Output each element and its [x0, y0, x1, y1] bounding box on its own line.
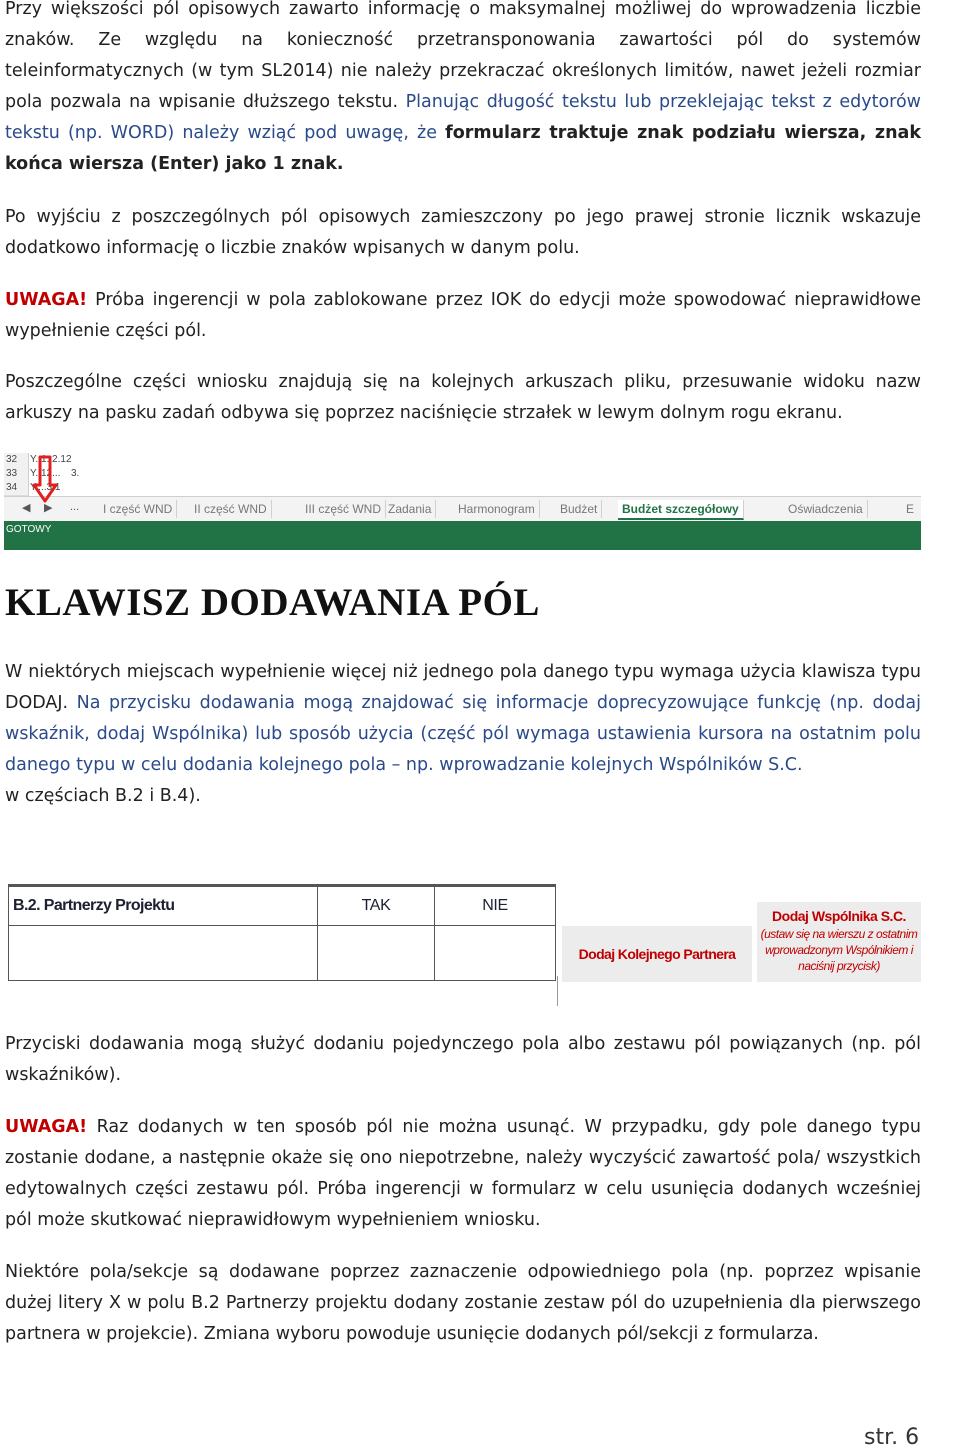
warning-label: UWAGA!: [5, 1117, 88, 1137]
cell: Y..1..2.12: [30, 454, 72, 465]
paragraph-warning-remove: [5, 1112, 921, 1236]
sheet-tab[interactable]: Harmonogram: [454, 500, 540, 518]
sheet-tab-active[interactable]: Budżet szczegółowy: [618, 500, 744, 520]
sheet-tab[interactable]: II część WND: [190, 500, 272, 518]
period: .: [336, 154, 344, 174]
add-partner-sc-title: Dodaj Wspólnika S.C.: [772, 908, 906, 924]
next-sheet-arrow-icon[interactable]: ▶: [44, 502, 53, 514]
paragraph-char-limit: [5, 0, 921, 180]
red-down-arrow-icon: [30, 455, 61, 503]
partners-form-screenshot: [4, 866, 921, 1006]
excel-row: [4, 481, 921, 495]
add-key-details: Na przycisku dodawania mogą znajdować się informacje doprecyzowujące funkcję (np. dodaj wskaźnik, dodaj Wspólnika) lub sposób użycia (część pól wymaga ustawienia kursora na ostatnim polu danego typu w celu dodania kolejnego pola – np. wprowadzanie kolejnych Wspólników S.C.: [5, 693, 921, 775]
enter-note-bold: formularz traktuje znak podziału wiersza, znak końca wiersza (Enter) jako 1 znak: [5, 123, 922, 174]
cell: Y....3.1: [30, 482, 61, 493]
add-partner-sc-button[interactable]: [757, 902, 921, 982]
tak-header: TAK: [317, 886, 435, 926]
nie-header: NIE: [434, 886, 556, 926]
excel-row: [4, 467, 921, 481]
status-bar: [4, 521, 921, 550]
sheet-tab[interactable]: I część WND: [99, 500, 177, 518]
paragraph-counter: Po wyjściu z poszczególnych pól opisowych zamieszczony po jego prawej stronie licznik wskazuje dodatkowo informację o liczbie znaków wpisanych w danym polu.: [5, 207, 921, 258]
excel-rows: [4, 451, 921, 495]
cell: 3.: [71, 468, 80, 479]
nie-checkbox-cell[interactable]: [434, 925, 556, 981]
add-key-text: W niektórych miejscach wypełnienie więcej niż jednego pola danego typu wymaga użycia klawisza typu DODAJ.: [5, 662, 921, 713]
paragraph-sections-added: Niektóre pola/sekcje są dodawane poprzez zaznaczenie odpowiedniego pola (np. poprzez wpisanie dużej litery X w polu B.2 Partnerzy projektu dodany zostanie zestaw pól do uzupełnienia dla pierwszego partnera w projekcie). Zmiana wyboru powoduje usunięcie dodanych pól/sekcji z formularza.: [5, 1262, 921, 1344]
add-partner-button[interactable]: [562, 926, 752, 982]
sheet-tab[interactable]: Zadania: [384, 500, 436, 518]
paragraph-warning-locked: [5, 285, 921, 347]
add-partner-label: Dodaj Kolejnego Partnera: [578, 946, 736, 962]
sheet-tab[interactable]: III część WND: [301, 500, 386, 518]
char-limit-text: Przy większości pól opisowych zawarto informację o maksymalnej możliwej do wprowadzenia liczbie znaków. Ze względu na konieczność przetransponowania zawartości pól do systemów teleinformatycznych (w tym SL2014) nie należy przekraczać określonych limitów, nawet jeżeli rozmiar pola pozwala na wpisanie dłuższego tekstu.: [5, 0, 921, 112]
prev-sheet-arrow-icon[interactable]: ◀: [22, 502, 31, 514]
warning-text: Raz dodanych w ten sposób pól nie można usunąć. W przypadku, gdy pole danego typu zostanie dodane, a następnie okaże się ono niepotrzebne, należy wyczyścić zawartość pola/ wszystkich edytowalnych części zestawu pól. Próba ingerencji w formularz w celu usunięcia dodanych wcześniej pól może skutkować nieprawidłowym wypełnieniem wniosku.: [5, 1117, 921, 1230]
divider: [557, 976, 558, 1006]
form-label-cell: [8, 925, 318, 981]
editor-note-text: Planując długość tekstu lub przeklejając tekst z edytorów tekstu (np. WORD) należy wziąć pod uwagę, że: [5, 92, 921, 143]
form-section-label: B.2. Partnerzy Projektu: [8, 886, 318, 926]
add-key-sections: w częściach B.2 i B.4).: [5, 786, 201, 806]
paragraph-add-buttons-usage: Przyciski dodawania mogą służyć dodaniu pojedynczego pola albo zestawu pól powiązanych (np. pól wskaźników).: [5, 1034, 921, 1085]
page-number: str. 6: [864, 1425, 920, 1450]
sheet-tab[interactable]: Budżet: [556, 500, 602, 518]
tak-checkbox-cell[interactable]: [317, 925, 435, 981]
excel-sheet-tabs-screenshot: [4, 451, 921, 550]
paragraph-add-button: [5, 657, 921, 812]
sheet-tab[interactable]: Oświadczenia: [784, 500, 868, 518]
add-partner-sc-hint: (ustaw się na wierszu z ostatnim wprowadzonym Wspólnikiem i naciśnij przycisk): [760, 927, 918, 973]
paragraph-sheets: Poszczególne części wniosku znajdują się na kolejnych arkuszach pliku, przesuwanie widoku nazw arkuszy na pasku zadań odbywa się poprzez naciśnięcie strzałek w lewym dolnym rogu ekranu.: [5, 372, 921, 423]
section-heading: KLAWISZ DODAWANIA PÓL: [5, 581, 540, 624]
sheet-tab-bar: [4, 496, 921, 521]
row-number: 32: [4, 453, 29, 468]
sheet-tab[interactable]: E: [906, 502, 915, 516]
status-text: GOTOWY: [6, 524, 52, 535]
excel-row: [4, 453, 921, 467]
more-sheets-icon[interactable]: ...: [70, 501, 80, 513]
cell: Y..12...: [30, 468, 61, 479]
row-number: 34: [4, 481, 29, 496]
row-number: 33: [4, 467, 29, 482]
warning-text: Próba ingerencji w pola zablokowane przez IOK do edycji może spowodować nieprawidłowe wypełnienie części pól.: [5, 290, 921, 341]
warning-label: UWAGA!: [5, 290, 88, 310]
